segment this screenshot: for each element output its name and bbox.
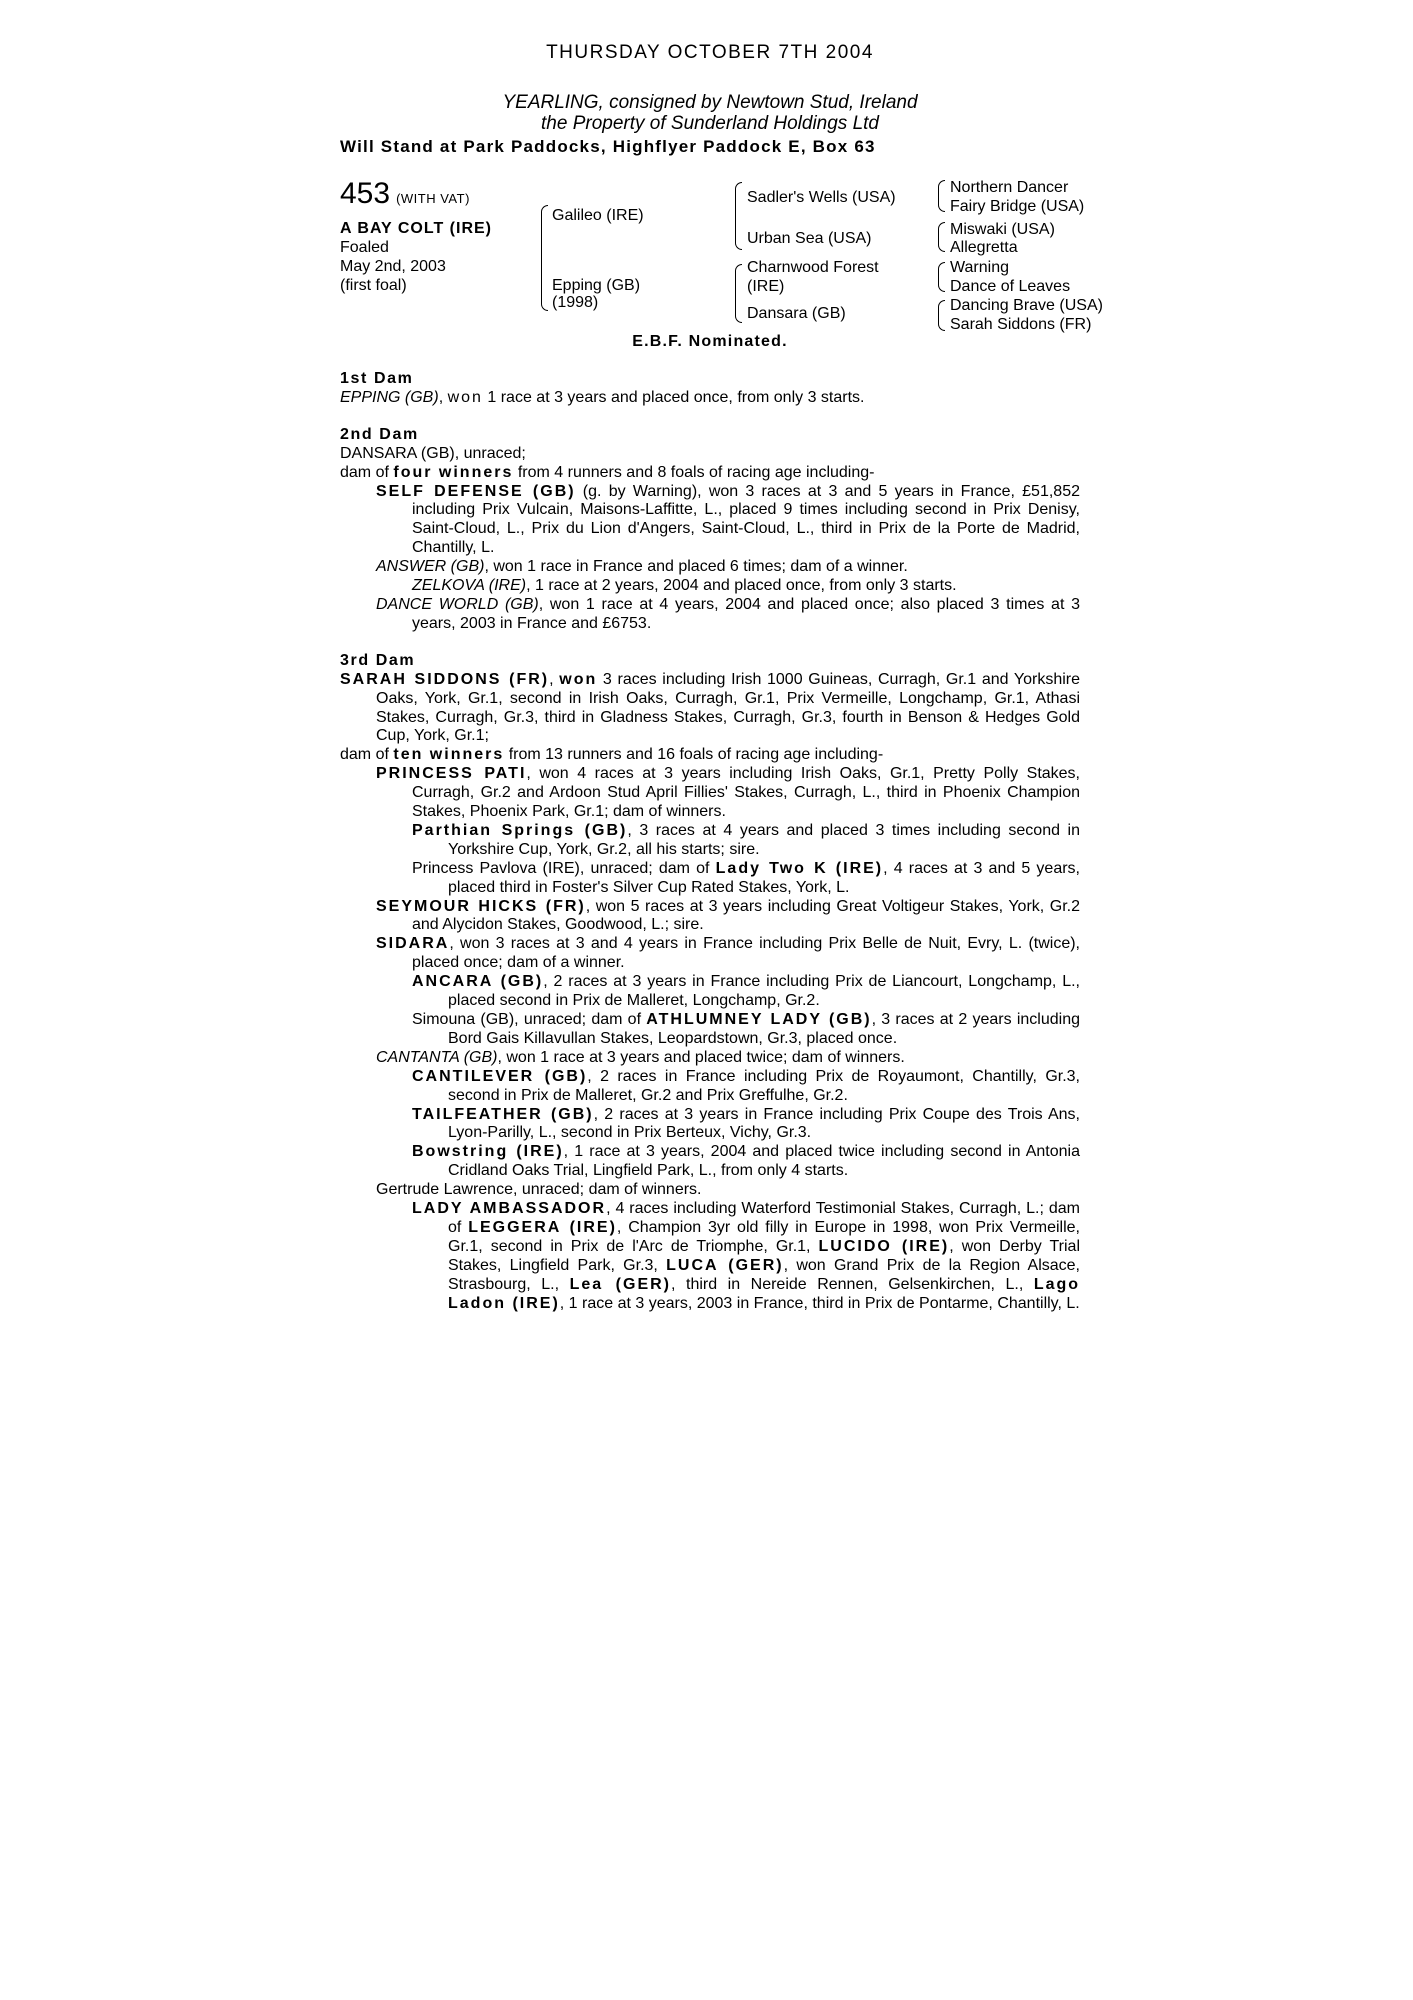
second-dam-line: DANSARA (GB), unraced; xyxy=(340,444,526,462)
entry-sarah-siddons: SARAH SIDDONS (FR), won 3 races including Irish 1000 Guineas, Curragh, Gr.1 and Yorkshire Oaks, York, Gr.1, second in Irish Oaks, Curragh, Gr.1, Prix Vermeille, Longchamp, Gr.1, Athasi Stakes, Curragh, Gr.3, third in Gladness Stakes, Curragh, Gr.3, fourth in Benson & Hedges Gold Cup, York, Gr.1; xyxy=(340,670,1081,745)
pedigree-g7: Dancing Brave (USA) xyxy=(950,297,1103,314)
pedigree-brace-sire xyxy=(735,182,742,250)
sale-date: THURSDAY OCTOBER 7TH 2004 xyxy=(546,42,874,63)
entry-dance-world: DANCE WORLD (GB), won 1 race at 4 years, 2004 and placed once; also placed 3 times at 3 years, 2003 in France and £6753. xyxy=(376,595,1080,632)
entry-bowstring: Bowstring (IRE), 1 race at 3 years, 2004 and placed twice including second in Antonia Cridland Oaks Trial, Lingfield Park, L., from only 4 starts. xyxy=(412,1143,1080,1180)
consignor-line: YEARLING, consigned by Newtown Stud, Ireland xyxy=(502,92,918,113)
pedigree-brace-ss xyxy=(938,180,945,212)
pedigree-g3: Miswaki (USA) xyxy=(950,221,1055,238)
pedigree-brace-dd xyxy=(938,300,945,331)
pedigree-dam-year: (1998) xyxy=(552,294,599,311)
second-dam-heading: 2nd Dam xyxy=(340,425,419,443)
entry-cantilever: CANTILEVER (GB), 2 races in France including Prix de Royaumont, Chantilly, Gr.3, second in Prix de Malleret, Gr.2 and Prix Greffulhe, Gr.2. xyxy=(412,1067,1080,1104)
third-dam-heading: 3rd Dam xyxy=(340,651,416,669)
pedigree-dam-sire-2: (IRE) xyxy=(747,278,785,295)
lot-title: A BAY COLT (IRE) xyxy=(340,220,493,237)
entry-self-defense: SELF DEFENSE (GB) (g. by Warning), won 3 races at 3 and 5 years in France, £51,852 including Prix Vulcain, Maisons-Laffitte, L., placed 9 times including second in Prix Denisy, Saint-Cloud, L., Prix du Lion d'Angers, Saint-Cloud, L., third in Prix de la Porte de Madrid, Chantilly, L. xyxy=(376,482,1080,557)
pedigree-dam: Epping (GB) xyxy=(552,277,641,294)
lot-detail-foaled: Foaled xyxy=(340,239,389,256)
pedigree-g1: Northern Dancer xyxy=(950,179,1069,196)
entry-princess-pati: PRINCESS PATI, won 4 races at 3 years including Irish Oaks, Gr.1, Pretty Polly Stakes, Curragh, Gr.2 and Ardoon Stud April Fillies' Stakes, Curragh, L., third in Phoenix Champion Stakes, Phoenix Park, Gr.1; dam of winners. xyxy=(376,765,1081,821)
pedigree-dam-dam: Dansara (GB) xyxy=(747,305,846,322)
entry-simouna: Simouna (GB), unraced; dam of ATHLUMNEY LADY (GB), 3 races at 2 years including Bord Gais Killavullan Stakes, Leopardstown, Gr.3, placed once. xyxy=(412,1011,1081,1047)
vat-note: (WITH VAT) xyxy=(396,191,470,206)
ebf-note: E.B.F. Nominated. xyxy=(632,333,788,350)
pedigree-sire-sire: Sadler's Wells (USA) xyxy=(747,189,896,206)
lot-number-line xyxy=(340,178,470,215)
entry-princess-pavlova: Princess Pavlova (IRE), unraced; dam of Lady Two K (IRE), 4 races at 3 and 5 years, placed third in Foster's Silver Cup Rated Stakes, York, L. xyxy=(412,859,1081,896)
pedigree-brace-ds xyxy=(938,262,945,292)
entry-tailfeather: TAILFEATHER (GB), 2 races at 3 years in France including Prix Coupe des Trois Ans, Lyon-Parilly, L., second in Prix Berteux, Vichy, Gr.3. xyxy=(412,1105,1080,1142)
first-dam-entry: EPPING (GB), won 1 race at 3 years and placed once, from only 3 starts. xyxy=(340,388,865,406)
entry-seymour-hicks: SEYMOUR HICKS (FR), won 5 races at 3 years including Great Voltigeur Stakes, York, Gr.2 and Alycidon Stakes, Goodwood, L.; sire. xyxy=(376,897,1080,934)
entry-ancara: ANCARA (GB), 2 races at 3 years in France including Prix de Liancourt, Longchamp, L., placed second in Prix de Malleret, Longchamp, Gr.2. xyxy=(412,973,1081,1010)
pedigree-brace-dam xyxy=(735,264,742,323)
first-dam-heading: 1st Dam xyxy=(340,370,414,387)
second-dam-produce: dam of four winners from 4 runners and 8 foals of racing age including- xyxy=(340,463,875,481)
pedigree-brace-main xyxy=(541,205,548,311)
pedigree-g8: Sarah Siddons (FR) xyxy=(950,316,1092,333)
pedigree-g6: Dance of Leaves xyxy=(950,278,1071,295)
catalogue-body xyxy=(340,370,1080,1314)
entry-lady-ambassador: LADY AMBASSADOR, 4 races including Waterford Testimonial Stakes, Curragh, L.; dam of LEGGERA (IRE), Champion 3yr old filly in Europe in 1998, won Prix Vermeille, Gr.1, second in Prix de l'Arc de Triomphe, Gr.1, LUCIDO (IRE), won Derby Trial Stakes, Lingfield Park, Gr.3, LUCA (GER), won Grand Prix de la Region Alsace, Strasbourg, L., Lea (GER), third in Nereide Rennen, Gelsenkirchen, L., Lago Ladon (IRE), 1 race at 3 years, 2003 in France, third in Prix de Pontarme, Chantilly, L. xyxy=(412,1200,1081,1312)
pedigree-brace-sd xyxy=(938,222,945,252)
pedigree-g4: Allegretta xyxy=(950,239,1018,256)
lot-number: 453 xyxy=(340,177,391,210)
pedigree-g5: Warning xyxy=(950,259,1009,276)
entry-zelkova: ZELKOVA (IRE), 1 race at 2 years, 2004 and placed once, from only 3 starts. xyxy=(412,577,957,595)
entry-answer: ANSWER (GB), won 1 race in France and placed 6 times; dam of a winner. xyxy=(376,558,908,576)
pedigree-sire: Galileo (IRE) xyxy=(552,207,644,224)
entry-gertrude-lawrence: Gertrude Lawrence, unraced; dam of winners. xyxy=(376,1181,702,1199)
third-dam-produce: dam of ten winners from 13 runners and 16 foals of racing age including- xyxy=(340,746,884,764)
pedigree-dam-sire-1: Charnwood Forest xyxy=(747,259,879,276)
property-line: the Property of Sunderland Holdings Ltd xyxy=(541,113,879,134)
lot-detail-date: May 2nd, 2003 xyxy=(340,258,446,275)
entry-sidara: SIDARA, won 3 races at 3 and 4 years in France including Prix Belle de Nuit, Evry, L. (twice), placed once; dam of a winner. xyxy=(376,935,1080,972)
entry-cantanta: CANTANTA (GB), won 1 race at 3 years and placed twice; dam of winners. xyxy=(376,1048,905,1066)
entry-parthian-springs: Parthian Springs (GB), 3 races at 4 years and placed 3 times including second in Yorkshire Cup, York, Gr.2, all his starts; sire. xyxy=(412,821,1080,858)
lot-detail-foal: (first foal) xyxy=(340,277,407,294)
stabling-line: Will Stand at Park Paddocks, Highflyer Paddock E, Box 63 xyxy=(340,137,876,156)
pedigree-g2: Fairy Bridge (USA) xyxy=(950,198,1085,215)
pedigree-sire-dam: Urban Sea (USA) xyxy=(747,230,872,247)
